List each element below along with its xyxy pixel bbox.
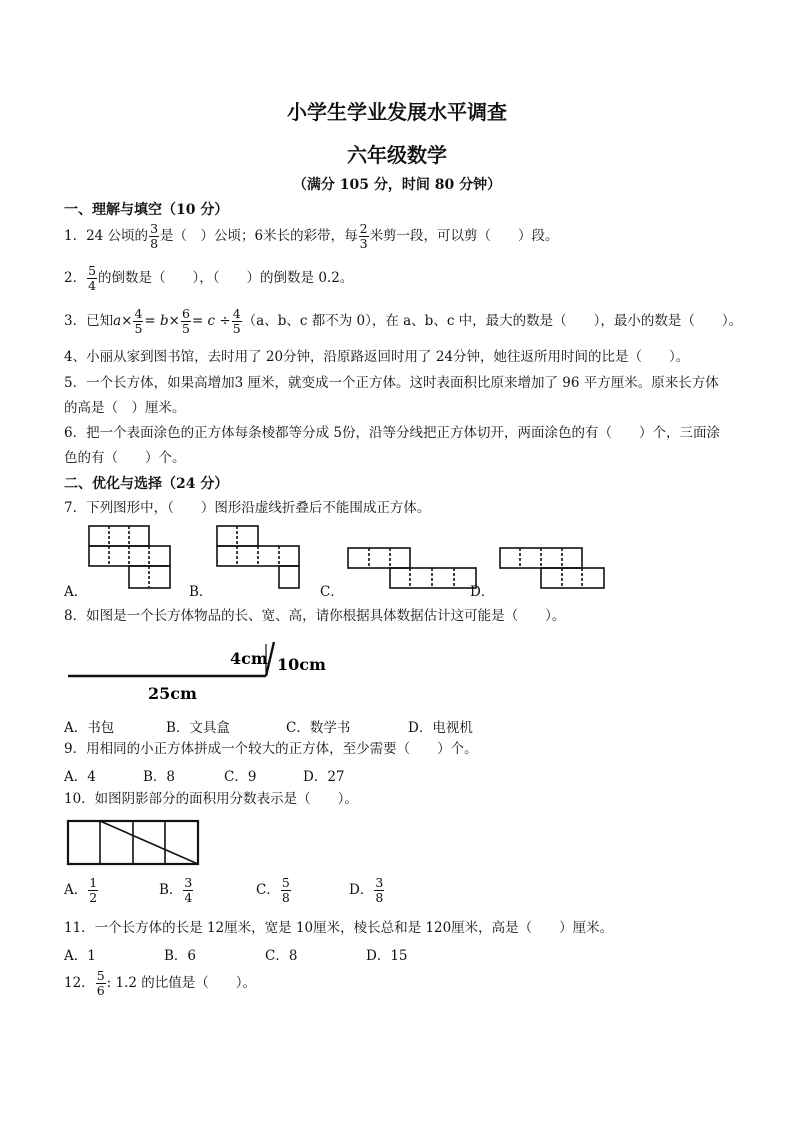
option-11d: D．15 <box>366 948 408 964</box>
question-4: 4、小丽从家到图书馆，去时用了 20分钟，沿原路返回时用了 24分钟，她往返所用时间的比是（ ）。 <box>64 349 690 365</box>
question-9: 9．用相同的小正方体拼成一个较大的正方体，至少需要（ ）个。 <box>64 741 478 757</box>
exam-info: （满分 105 分，时间 80 分钟） <box>292 177 502 193</box>
page-title: 小学生学业发展水平调查 <box>287 100 507 124</box>
question-5-line-1: 5．一个长方体，如果高增加3 厘米，就变成一个正方体。这时表面积比原来增加了 96 平方厘米。原来长方体 <box>64 375 719 391</box>
option-10d: D． $\frac{3}{8}$ <box>349 875 384 905</box>
question-5-line-2: 的高是（ ）厘米。 <box>64 400 186 416</box>
question-11: 11．一个长方体的长是 12厘米，宽是 10厘米，棱长总和是 120厘米，高是（ ）厘米。 <box>64 920 614 936</box>
question-3: 3．已知a× $\frac{4}{5}$ = b× $\frac{6}{5}$ = c ÷ $\frac{4}{5}$ （a、b、c 都不为 0），在 a、b、c 中，最大的数是（ ），最小的数是（ ）。 <box>64 306 743 336</box>
option-7d: D． <box>470 584 495 600</box>
option-7c: C． <box>320 584 344 600</box>
option-11a: A．1 <box>64 948 96 964</box>
option-9c: C．9 <box>224 769 257 785</box>
question-6-line-2: 色的有（ ）个。 <box>64 450 186 466</box>
option-11c: C．8 <box>265 948 298 964</box>
fraction: $\frac{2}{3}$ <box>359 221 368 251</box>
option-9a: A．4 <box>64 769 96 785</box>
question-6-line-1: 6．把一个表面涂色的正方体每条棱都等分成 5份，沿等分线把正方体切开，两面涂色的有（ ）个，三面涂 <box>64 425 720 441</box>
option-11b: B．6 <box>164 948 197 964</box>
question-7: 7．下列图形中，（ ）图形沿虚线折叠后不能围成正方体。 <box>64 500 431 516</box>
section-2-heading: 二、优化与选择（24 分） <box>64 476 229 492</box>
net-d <box>500 548 604 588</box>
shaded-area-figure <box>64 818 204 868</box>
option-7b: B． <box>189 584 213 600</box>
option-10b: B． $\frac{3}{4}$ <box>159 875 193 905</box>
option-8d: D．电视机 <box>408 720 473 736</box>
height-label: 10cm <box>277 655 326 674</box>
page-subtitle: 六年级数学 <box>347 143 447 167</box>
fraction: $\frac{4}{5}$ <box>232 306 241 336</box>
question-2: 2． $\frac{5}{4}$ 的倒数是（ ），（ ）的倒数是 0.2。 <box>64 263 354 293</box>
option-10a: A． $\frac{1}{2}$ <box>64 875 98 905</box>
option-7a: A． <box>64 584 88 600</box>
box-dimension-figure <box>60 636 340 708</box>
length-label: 25cm <box>148 684 197 703</box>
option-8c: C．数学书 <box>286 720 351 736</box>
section-1-heading: 一、理解与填空（10 分） <box>64 202 229 218</box>
option-8a: A．书包 <box>64 720 115 736</box>
width-label: 4cm <box>230 649 268 668</box>
option-9d: D．27 <box>303 769 345 785</box>
question-8: 8．如图是一个长方体物品的长、宽、高，请你根据具体数据估计这可能是（ ）。 <box>64 608 566 624</box>
fraction: $\frac{4}{5}$ <box>134 306 143 336</box>
option-8b: B．文具盒 <box>166 720 230 736</box>
option-9b: B．8 <box>143 769 176 785</box>
fraction: $\frac{5}{4}$ <box>88 263 97 293</box>
question-12: 12． $\frac{5}{6}$ : 1.2 的比值是（ ）。 <box>64 968 256 998</box>
question-1: 1．24 公顷的 $\frac{3}{8}$ 是（ ）公顷；6米长的彩带，每 $\frac{2}{3}$ 米剪一段，可以剪（ ）段。 <box>64 221 559 251</box>
net-a <box>89 526 170 588</box>
fraction: $\frac{3}{8}$ <box>150 221 159 251</box>
fraction: $\frac{5}{6}$ <box>96 968 105 998</box>
fraction: $\frac{6}{5}$ <box>181 306 190 336</box>
question-10: 10．如图阴影部分的面积用分数表示是（ ）。 <box>64 791 358 807</box>
net-b <box>217 526 299 588</box>
option-10c: C． $\frac{5}{8}$ <box>256 875 290 905</box>
net-c <box>348 548 476 588</box>
